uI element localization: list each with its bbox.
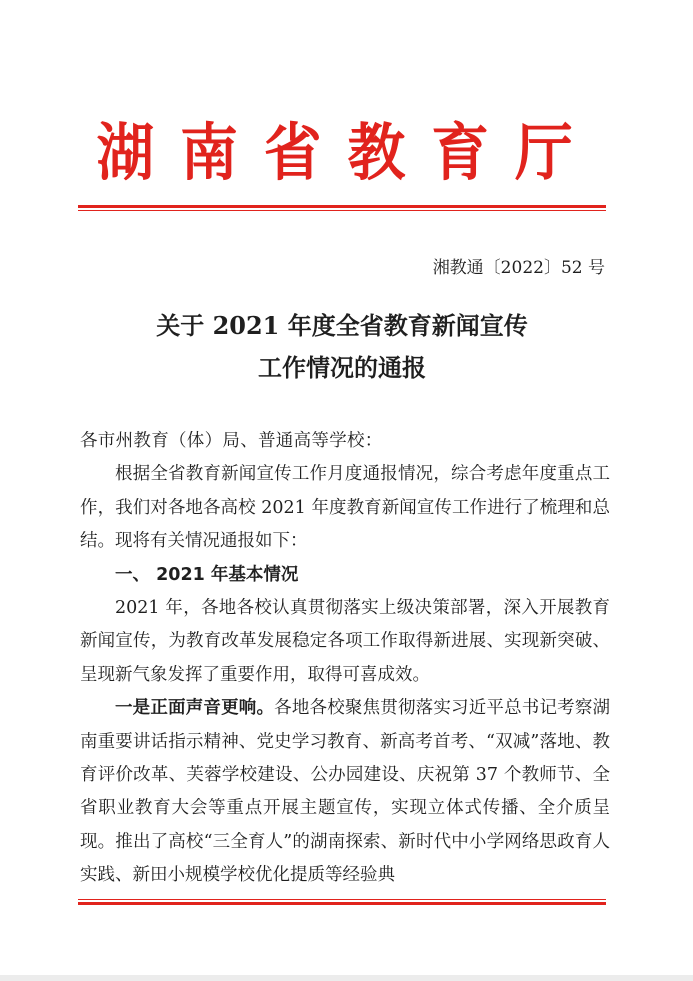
paragraph-intro: 根据全省教育新闻宣传工作月度通报情况，综合考虑年度重点工作，我们对各地各高校 2021 年度教育新闻宣传工作进行了梳理和总结。现将有关情况通报如下：	[80, 464, 610, 552]
red-divider-top	[78, 205, 606, 211]
document-number: 湘教通〔2022〕52 号	[432, 258, 605, 278]
paragraph-point-1	[80, 692, 610, 892]
document-body	[80, 425, 610, 893]
salutation: 各市州教育（体）局、普通高等学校：	[80, 431, 383, 451]
paragraph-point-1-body: 各地各校聚焦贯彻落实习近平总书记考察湖南重要讲话指示精神、党史学习教育、新高考首考、“双减”落地、教育评价改革、芙蓉学校建设、公办园建设、庆祝第 37 个教师节、全省职业教育大会等重点开展主题宣传，实现立体式传播、全介质呈现。推出了高校“三全育人”的湖南探索、新时代中小学网络思政育人实践、新田小规模学校优化提质等经验典	[80, 698, 611, 886]
document-title-line2: 工作情况的通报	[258, 353, 426, 382]
letterhead-title: 湖南省教育厅	[96, 116, 599, 189]
red-divider-bottom	[78, 899, 606, 905]
document-title-line1: 关于 2021 年度全省教育新闻宣传	[156, 311, 528, 340]
section-heading-1: 一、 2021 年基本情况	[115, 564, 299, 585]
paragraph-point-1-lead: 一是正面声音更响。	[115, 698, 275, 719]
paragraph-overview: 2021 年，各地各校认真贯彻落实上级决策部署，深入开展教育新闻宣传，为教育改革发展稳定各项工作取得新进展、实现新突破、呈现新气象发挥了重要作用，取得可喜成效。	[80, 598, 610, 685]
